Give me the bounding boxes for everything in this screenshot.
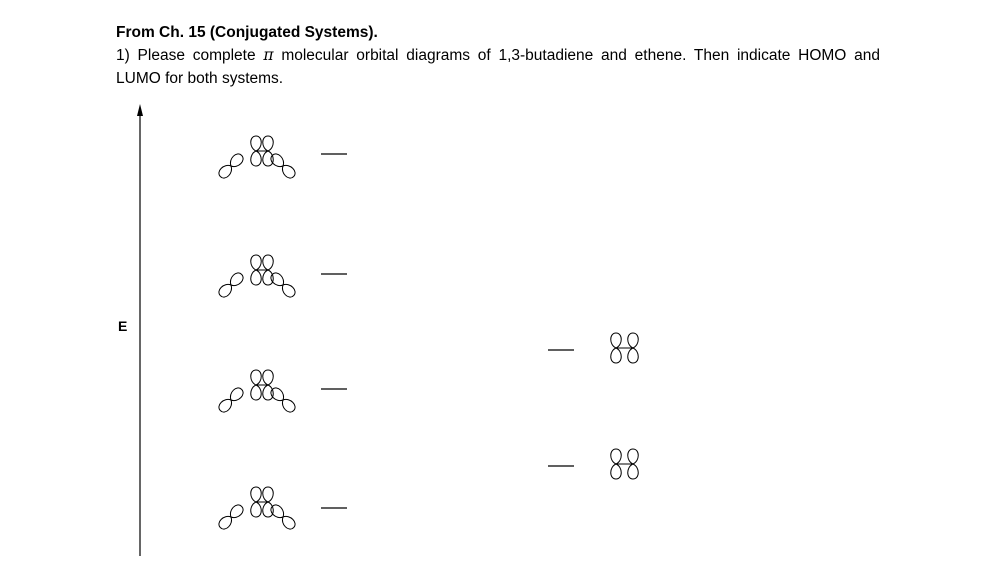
pi-symbol: π [263, 46, 274, 64]
ethene-mo-2-structure [611, 333, 639, 363]
butadiene-mo-2-structure [217, 370, 298, 414]
butadiene-mo-1-structure [217, 487, 298, 531]
butadiene-mo-1 [217, 487, 347, 531]
ethene-mo-1 [548, 449, 638, 479]
butadiene-mo-4 [217, 136, 347, 180]
section-heading: From Ch. 15 (Conjugated Systems). [116, 24, 378, 41]
ethene-mo-2 [548, 333, 638, 363]
butadiene-mo-2 [217, 370, 347, 414]
butadiene-mo-4-structure [217, 136, 298, 180]
energy-axis [137, 104, 143, 556]
ethene-mo-1-structure [611, 449, 639, 479]
butadiene-mo-3-structure [217, 255, 298, 299]
butadiene-mo-3 [217, 255, 347, 299]
question-suffix: molecular orbital diagrams of 1,3-butadiene and ethene. Then indicate HOMO and LUMO for both systems. [116, 47, 880, 87]
energy-axis-label: E [118, 318, 128, 334]
question-prefix: 1) Please complete [116, 47, 264, 64]
